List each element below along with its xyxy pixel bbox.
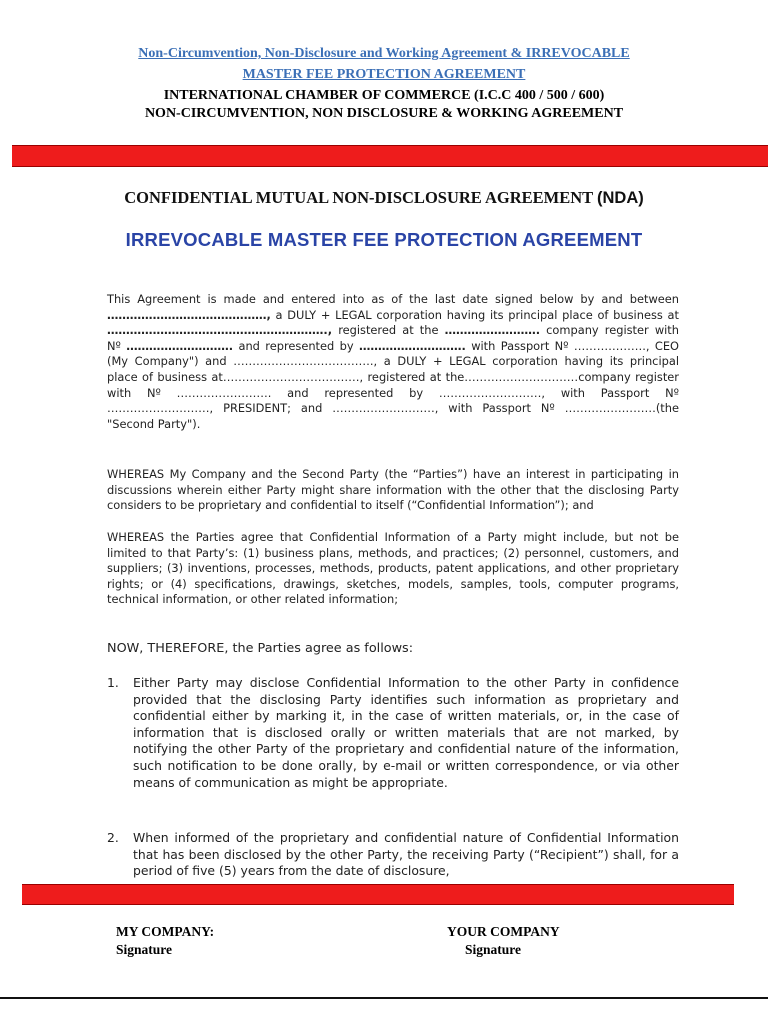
your-company-label: YOUR COMPANY	[447, 924, 560, 939]
top-red-bar	[12, 145, 768, 167]
intro-blank-a: ……………………………………,	[107, 307, 271, 322]
footer-rule	[0, 997, 768, 999]
clause-text: When informed of the proprietary and confidential nature of Confidential Information that has been disclosed by the other Party, the receiving Party (“Recipient”) shall, for a period of five (5) years from the date of disclosure,	[133, 830, 679, 879]
intro-text-4: company register with Nº	[107, 323, 679, 353]
fee-protection-title: IRREVOCABLE MASTER FEE PROTECTION AGREEMENT	[125, 229, 643, 250]
bottom-red-bar	[22, 884, 734, 905]
header-icc-line: INTERNATIONAL CHAMBER OF COMMERCE (I.C.C 400 / 500 / 600)	[163, 88, 605, 103]
whereas-paragraph-1: WHEREAS My Company and the Second Party (the “Parties”) have an interest in participating in discussions wherein either Party might share information with the other that the disclosing Party considers to be proprietary and confidential to itself (“Confidential Information”); and	[107, 467, 679, 513]
intro-text-1: This Agreement is made and entered into as of the last date signed below by and between	[107, 292, 679, 306]
header-agreement-line: NON-CIRCUMVENTION, NON DISCLOSURE & WORKING AGREEMENT	[144, 106, 624, 121]
my-company-signature-label: Signature	[116, 942, 173, 957]
intro-blank-e: ……………………….	[358, 338, 466, 353]
clause-number: 1.	[107, 675, 119, 690]
nda-title-main: CONFIDENTIAL MUTUAL NON-DISCLOSURE AGREEMENT	[124, 188, 598, 207]
intro-blank-b: ………………………………………………….,	[107, 323, 333, 338]
your-company-signature-label: Signature	[465, 942, 522, 957]
intro-blank-d: ……………………….	[126, 338, 234, 353]
intro-text-2: a DULY + LEGAL corporation having its principal place of business at	[270, 307, 679, 322]
nda-title	[0, 188, 768, 208]
header-link-line-2[interactable]: MASTER FEE PROTECTION AGREEMENT	[242, 67, 526, 82]
clause-2	[107, 830, 679, 880]
intro-blank-c: …………………….	[444, 323, 541, 338]
whereas-paragraph-2: WHEREAS the Parties agree that Confidential Information of a Party might include, but not be limited to that Party’s: (1) business plans, methods, and practices; (2) personnel, customers, and suppliers; (3) inventions, processes, methods, products, patent applications, and other proprietary rights; or (4) specifications, drawings, sketches, models, samples, tools, computer programs, technical information, or other related information;	[107, 530, 679, 607]
intro-text-5: and represented by	[233, 338, 359, 353]
nda-title-abbr: (NDA)	[597, 189, 644, 207]
my-company-label: MY COMPANY:	[116, 924, 215, 939]
intro-paragraph	[107, 292, 679, 432]
intro-text-3: registered at the	[332, 323, 445, 338]
header-link-line-1[interactable]: Non-Circumvention, Non-Disclosure and Working Agreement & IRREVOCABLE	[138, 46, 630, 61]
intro-text-6: with Passport Nº ………………., CEO (My Company") and ………………………………., a DULY + LEGAL corporation having its principal place of business at………………………………, registered at the…………………………company register with Nº ……………………. and represented by ………………………, with Passport Nº ………………………, PRESIDENT; and ………………………, with Passport Nº ……………………(the "Second Party").	[107, 338, 679, 431]
now-therefore-line: NOW, THEREFORE, the Parties agree as follows:	[107, 641, 414, 656]
clause-text: Either Party may disclose Confidential Information to the other Party in confidence provided that the disclosing Party identifies such information as proprietary and confidential either by marking it, in the case of written materials, or, in the case of information that is disclosed orally or written materials that are not marked, by notifying the other Party of the proprietary and confidential nature of the information, such notification to be done orally, by e-mail or written correspondence, or via other means of communication as might be appropriate.	[133, 675, 679, 790]
clause-number: 2.	[107, 830, 119, 845]
clause-2-clip	[0, 826, 768, 886]
clause-1	[107, 675, 679, 791]
